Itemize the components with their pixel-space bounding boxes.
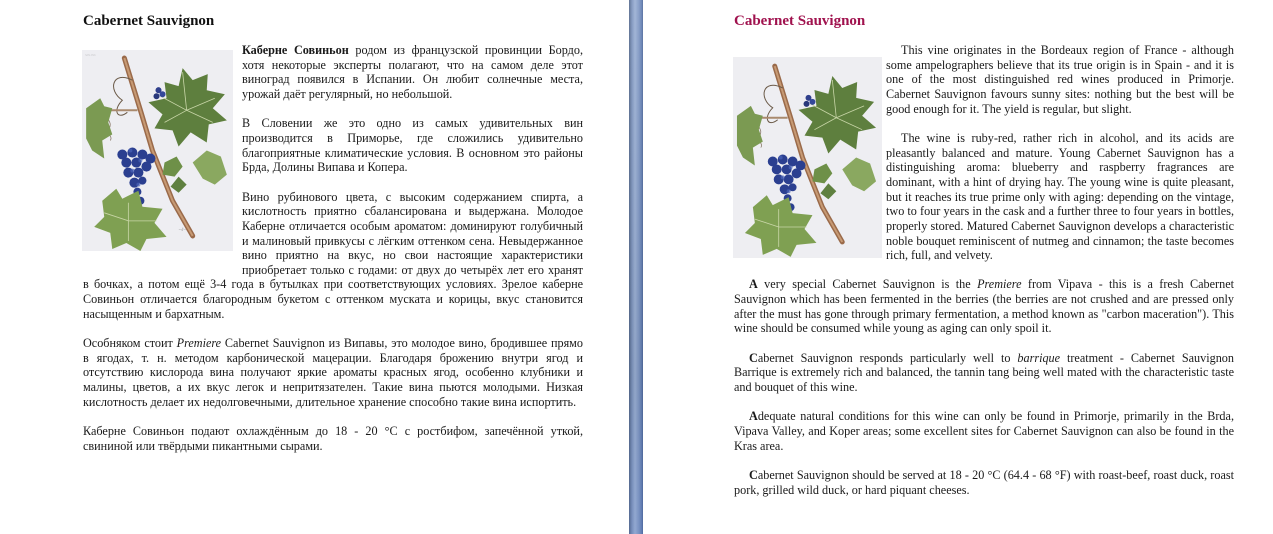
paragraph-text: Cabernet Sauvignon из Випавы, это молодое вино, бродившее прямо в ягодах, т. н. методом карбонической мацерации. Благодаря брожению внутри ягод и отсутствию кислорода вина получают яркие ароматы красных ягод, особенно клубники и малины, цветов, а их вкус легок и непритязателен. Такие вина пьются молодыми. Низкая кислотность делает их недолговечными, длительное хранение способно такие вина испортить. xyxy=(83,336,583,409)
page-divider-bar xyxy=(629,0,643,534)
paragraph-text: родом из французской провинции Бордо, хотя некоторые эксперты полагают, что на самом деле этот виноград появился в Испании. Он любит солнечные места, урожай даёт регулярный, но небольшой. xyxy=(242,43,583,101)
page-title: Cabernet Sauvignon xyxy=(83,13,215,29)
paragraph-premiere xyxy=(83,336,583,409)
initial-letter: A xyxy=(749,277,758,292)
paragraph-text: very special Cabernet Sauvignon is the xyxy=(757,277,978,292)
barrique-italic: barrique xyxy=(1017,350,1061,365)
page-title: Cabernet Sauvignon xyxy=(734,13,866,29)
paragraph-text: dequate natural conditions for this wine can only be found in Primorje, primarily in the Brda, Vipava Valley, and Koper areas; some excellent sites for Cabernet Sauvignon can also be found in the Kras area. xyxy=(734,409,1234,453)
premiere-italic: Premiere xyxy=(176,336,222,351)
paragraph-origin: This vine originates in the Bordeaux region of France - although some ampelographers believe that its true origin is in Spain - and it is one of the most distinguished red wines produced in Primorje. Cabernet Sauvignon favours sunny sites: nothing but the best will be good enough for it. The yield is regular, but slight. xyxy=(886,43,1234,116)
image-wrap-spacer xyxy=(83,43,242,263)
paragraph-text: treatment - Cabernet Sauvignon Barrique is extremely rich and balanced, the tannin tang being well mated with the characteristic taste and bouquet of this wine. xyxy=(734,350,1234,395)
paragraph-text: abernet Sauvignon should be served at 18 - 20 °C (64.4 - 68 °F) with roast-beef, roast duck, roast pork, grilled wild duck, or hard piquant cheeses. xyxy=(734,467,1234,497)
svg-text:~ℓ~: ~ℓ~ xyxy=(178,227,187,233)
paragraph-serving xyxy=(734,468,1234,497)
page-right-english xyxy=(643,0,1273,534)
initial-letter: C xyxy=(749,350,758,365)
paragraph-tasting: The wine is ruby-red, rather rich in alcohol, and its acids are pleasantly balanced and mature. Young Cabernet Sauvignon has a distinguishing aroma: blueberry and raspberry fragrances are dominant, with a hint of drying hay. The young wine is quite pleasant, but it reaches its true prime only with aging: depending on the vintage, two to four years in the cask and a further three to four years in bottles, properly stored. Matured Cabernet Sauvignon develops a characteristic noble bouquet reminiscent of nutmeg and cinnamon; the taste becomes rich, full, and velvety. xyxy=(886,130,1234,263)
russian-article-body xyxy=(83,43,583,468)
paragraph-premiere xyxy=(734,277,1234,336)
svg-text:~~~ ~~~: ~~~ ~~~ xyxy=(85,53,96,58)
paragraph-slovenia: В Словении же это одно из самых удивительных вин производится в Приморье, где сложились удивительно благоприятные климатические условия. В основном это районы Брда, Долины Випава и Копера. xyxy=(242,116,583,175)
paragraph-text: from Vipava - this is a fresh Cabernet Sauvignon which has been fermented in the berries (the berries are not crushed and are pressed only after the must has gone through primary fermentation, a method known as "carbon maceration"). This wine should be consumed while young as aging can only spoil it. xyxy=(734,277,1234,336)
paragraph-serving: Каберне Совиньон подают охлаждённым до 18 - 20 °C с ростбифом, запечённой уткой, свининой или твёрдыми пикантными сырами. xyxy=(83,424,583,453)
grape-name-bold: Каберне Совиньон xyxy=(242,43,349,57)
premiere-italic: Premiere xyxy=(977,277,1022,292)
paragraph-text: abernet Sauvignon responds particularly well to xyxy=(757,350,1018,365)
paragraph-tasting: Вино рубинового цвета, с высоким содержанием спирта, а кислотность приятно сбалансирована и выдержана. Молодое Каберне отличается особым ароматом: доминируют голубичный и малиновый привкусы с лёгким оттенком сена. Невыдержанное вино приятно на вкус, но свои настоящие характеристики приобретает только с годами: от двух до четырёх лет его хранят в бочках, а потом ещё 3-4 года в бутылках при соответствующих условиях. Зрелое каберне Совиньон отличается благородным букетом с оттенком муската и корицы, вкус становится насыщенным и бархатным. xyxy=(83,189,583,321)
paragraph-regions xyxy=(734,409,1234,453)
initial-letter: C xyxy=(749,467,758,482)
initial-letter: A xyxy=(749,409,758,424)
paragraph-text: Особняком стоит xyxy=(83,336,177,351)
image-wrap-spacer xyxy=(734,43,886,263)
page-left-russian xyxy=(0,0,629,534)
english-article-body xyxy=(734,43,1234,512)
paragraph-barrique xyxy=(734,351,1234,395)
